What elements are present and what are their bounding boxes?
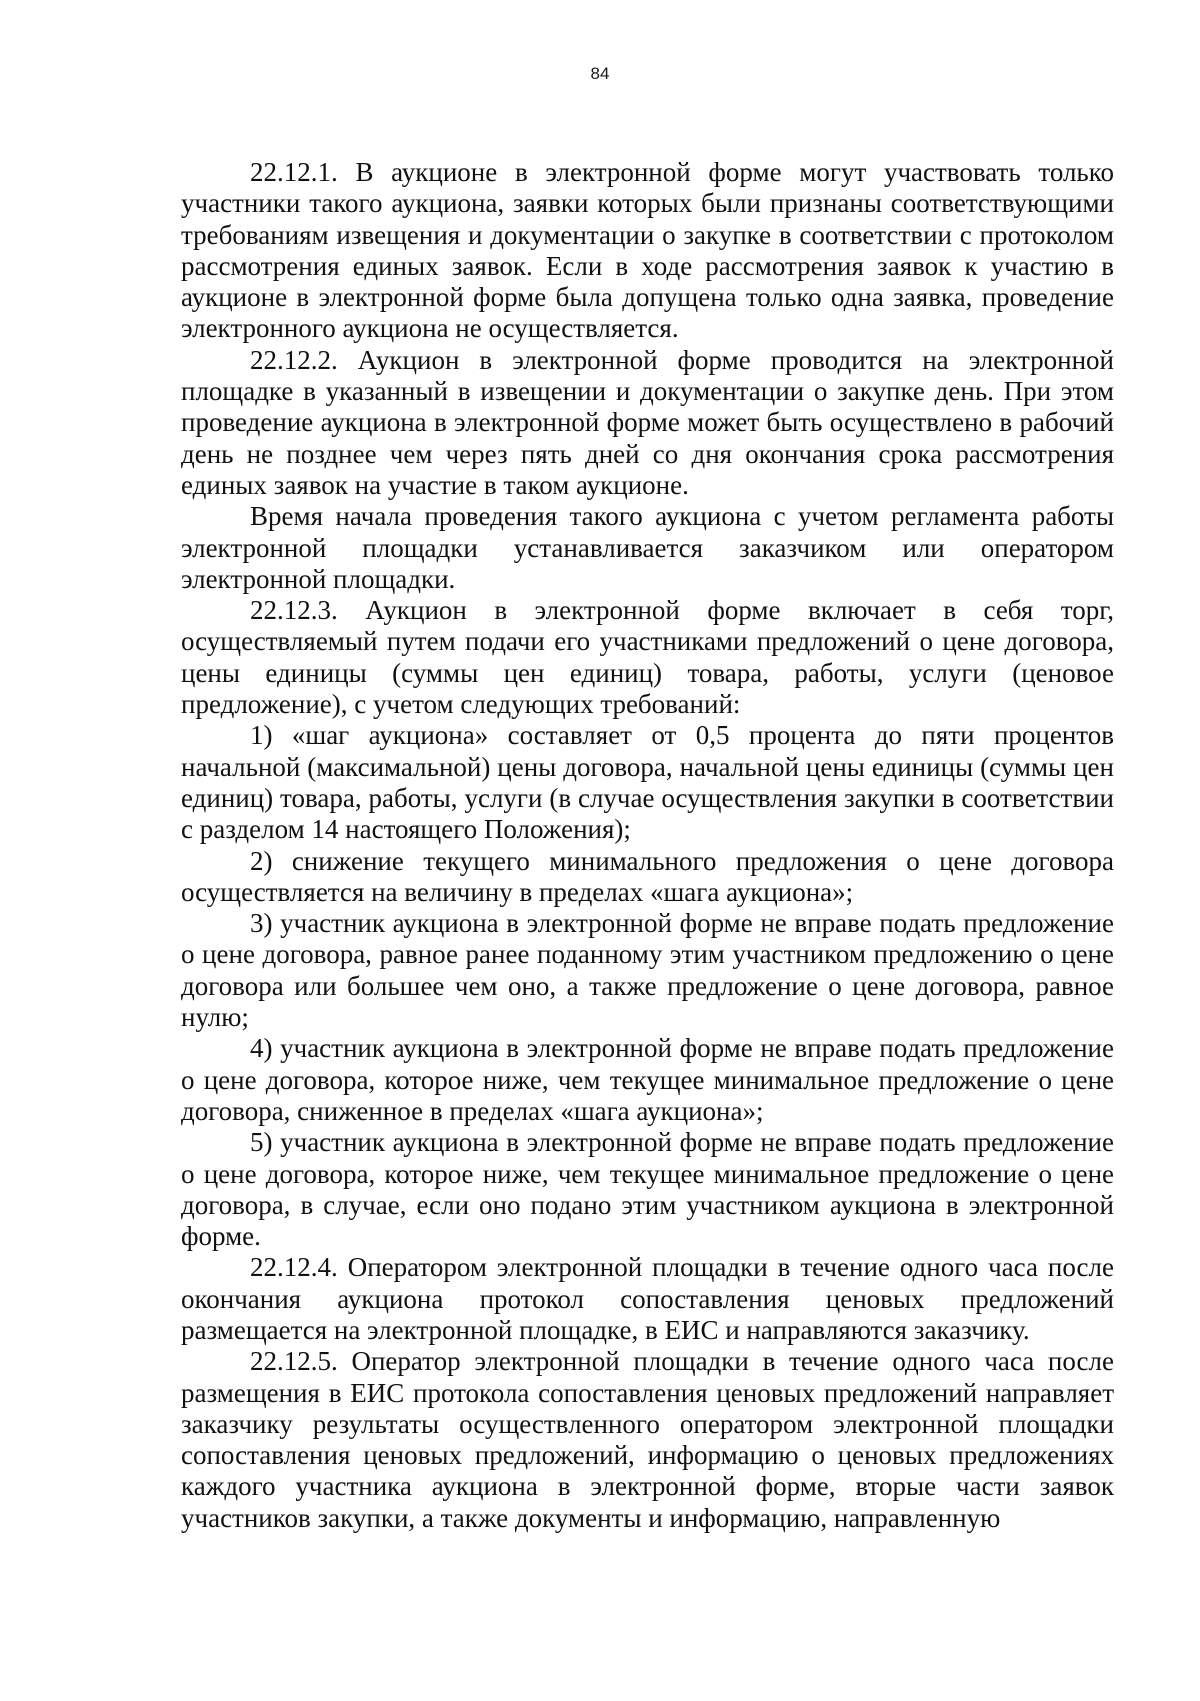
paragraph-22-12-3: 22.12.3. Аукцион в электронной форме включает в себя торг, осуществляемый путем подачи его участниками предложений о цене договора, цены единицы (суммы цен единиц) товара, работы, услуги (ценовое предложение), с учетом следующих требований: — [181, 595, 1114, 720]
paragraph-22-12-2: 22.12.2. Аукцион в электронной форме проводится на электронной площадке в указанный в извещении и документации о закупке день. При этом проведение аукциона в электронной форме может быть осуществлено в рабочий день не позднее чем через пять дней со дня окончания срока рассмотрения единых заявок на участие в таком аукционе. — [181, 344, 1114, 500]
list-item-5: 5) участник аукциона в электронной форме не вправе подать предложение о цене договора, которое ниже, чем текущее минимальное предложение о цене договора, в случае, если оно подано этим участником аукциона в электронной форме. — [181, 1127, 1114, 1252]
paragraph-22-12-5: 22.12.5. Оператор электронной площадки в течение одного часа после размещения в ЕИС протокола сопоставления ценовых предложений направляет заказчику результаты осуществленного оператором электронной площадки сопоставления ценовых предложений, информацию о ценовых предложениях каждого участника аукциона в электронной форме, вторые части заявок участников закупки, а также документы и информацию, направленную — [181, 1346, 1114, 1533]
page-number: 84 — [590, 64, 610, 83]
list-item-2: 2) снижение текущего минимального предложения о цене договора осуществляется на величину в пределах «шага аукциона»; — [181, 845, 1114, 907]
paragraph-22-12-4: 22.12.4. Оператором электронной площадки в течение одного часа после окончания аукциона протокол сопоставления ценовых предложений размещается на электронной площадке, в ЕИС и направляются заказчику. — [181, 1252, 1114, 1345]
document-body — [181, 157, 1114, 1534]
list-item-4: 4) участник аукциона в электронной форме не вправе подать предложение о цене договора, которое ниже, чем текущее минимальное предложение о цене договора, сниженное в пределах «шага аукциона»; — [181, 1033, 1114, 1126]
paragraph-22-12-1: 22.12.1. В аукционе в электронной форме могут участвовать только участники такого аукциона, заявки которых были признаны соответствующими требованиям извещения и документации о закупке в соответствии с протоколом рассмотрения единых заявок. Если в ходе рассмотрения заявок к участию в аукционе в электронной форме была допущена только одна заявка, проведение электронного аукциона не осуществляется. — [181, 157, 1114, 344]
list-item-1: 1) «шаг аукциона» составляет от 0,5 процента до пяти процентов начальной (максимальной) цены договора, начальной цены единицы (суммы цен единиц) товара, работы, услуги (в случае осуществления закупки в соответствии с разделом 14 настоящего Положения); — [181, 720, 1114, 845]
list-item-3: 3) участник аукциона в электронной форме не вправе подать предложение о цене договора, равное ранее поданному этим участником предложению о цене договора или большее чем оно, а также предложение о цене договора, равное нулю; — [181, 908, 1114, 1033]
paragraph-auction-start-time: Время начала проведения такого аукциона с учетом регламента работы электронной площадки устанавливается заказчиком или оператором электронной площадки. — [181, 501, 1114, 594]
